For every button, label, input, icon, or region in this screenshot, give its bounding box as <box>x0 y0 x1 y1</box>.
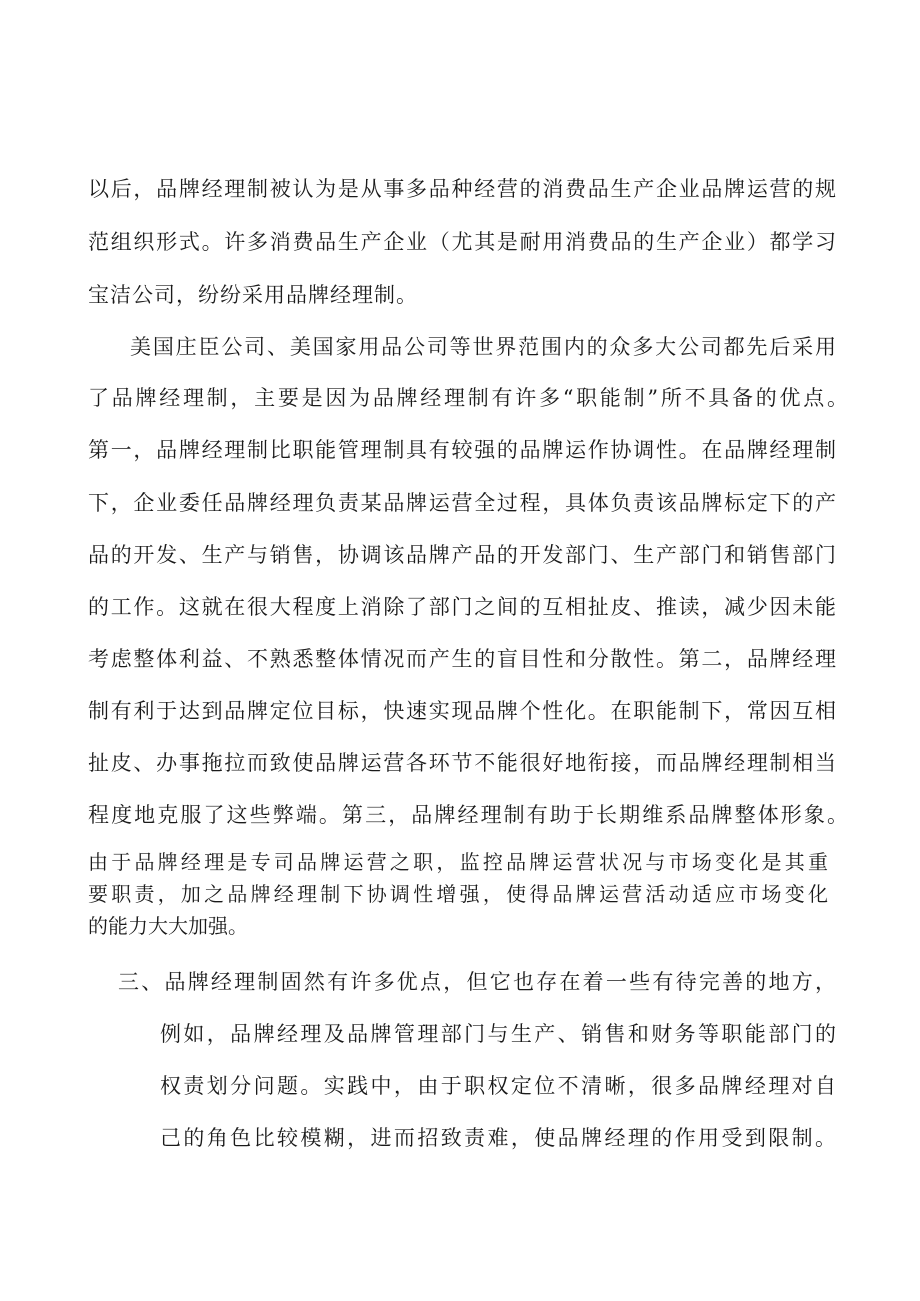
paragraph-4-line-4: 己的角色比较模糊，进而招致责难，使品牌经理的作用受到限制。 <box>160 1126 836 1150</box>
paragraph-2-line-2: 了品牌经理制，主要是因为品牌经理制有许多“职能制”所不具备的优点。 <box>88 386 848 410</box>
paragraph-3-line-2: 要职责，加之品牌经理制下协调性增强，使得品牌运营活动适应市场变化 <box>88 882 828 906</box>
paragraph-2-line-1: 美国庄臣公司、美国家用品公司等世界范围内的众多大公司都先后采用 <box>130 335 836 359</box>
paragraph-3-line-1: 由于品牌经理是专司品牌运营之职，监控品牌运营状况与市场变化是其重 <box>88 850 828 874</box>
paragraph-2-line-9: 扯皮、办事拖拉而致使品牌运营各环节不能很好地衔接，而品牌经理制相当 <box>88 751 836 775</box>
paragraph-1-line-2: 范组织形式。许多消费品生产企业（尤其是耐用消费品的生产企业）都学习 <box>88 230 836 254</box>
paragraph-4-line-2: 例如，品牌经理及品牌管理部门与生产、销售和财务等职能部门的 <box>160 1022 836 1046</box>
paragraph-1-line-1: 以后，品牌经理制被认为是从事多品种经营的消费品生产企业品牌运营的规 <box>88 177 836 201</box>
paragraph-3-line-3: 的能力大大加强。 <box>88 914 248 938</box>
paragraph-2-line-10: 程度地克服了这些弊端。第三，品牌经理制有助于长期维系品牌整体形象。 <box>88 803 848 827</box>
paragraph-1-line-3: 宝洁公司，纷纷采用品牌经理制。 <box>88 283 418 307</box>
paragraph-2-line-6: 的工作。这就在很大程度上消除了部门之间的互相扯皮、推读，减少因未能 <box>88 595 836 619</box>
paragraph-2-line-8: 制有利于达到品牌定位目标，快速实现品牌个性化。在职能制下，常因互相 <box>88 699 836 723</box>
paragraph-2-line-4: 下，企业委任品牌经理负责某品牌运营全过程，具体负责该品牌标定下的产 <box>88 491 836 515</box>
paragraph-2-line-3: 第一，品牌经理制比职能管理制具有较强的品牌运作协调性。在品牌经理制 <box>88 438 836 462</box>
paragraph-4-line-1: 三、品牌经理制固然有许多优点，但它也存在着一些有待完善的地方， <box>118 970 836 994</box>
paragraph-2-line-5: 品的开发、生产与销售，协调该品牌产品的开发部门、生产部门和销售部门 <box>88 543 836 567</box>
paragraph-2-line-7: 考虑整体利益、不熟悉整体情况而产生的盲目性和分散性。第二，品牌经理 <box>88 647 836 671</box>
paragraph-4-line-3: 权责划分问题。实践中，由于职权定位不清晰，很多品牌经理对自 <box>160 1074 836 1098</box>
